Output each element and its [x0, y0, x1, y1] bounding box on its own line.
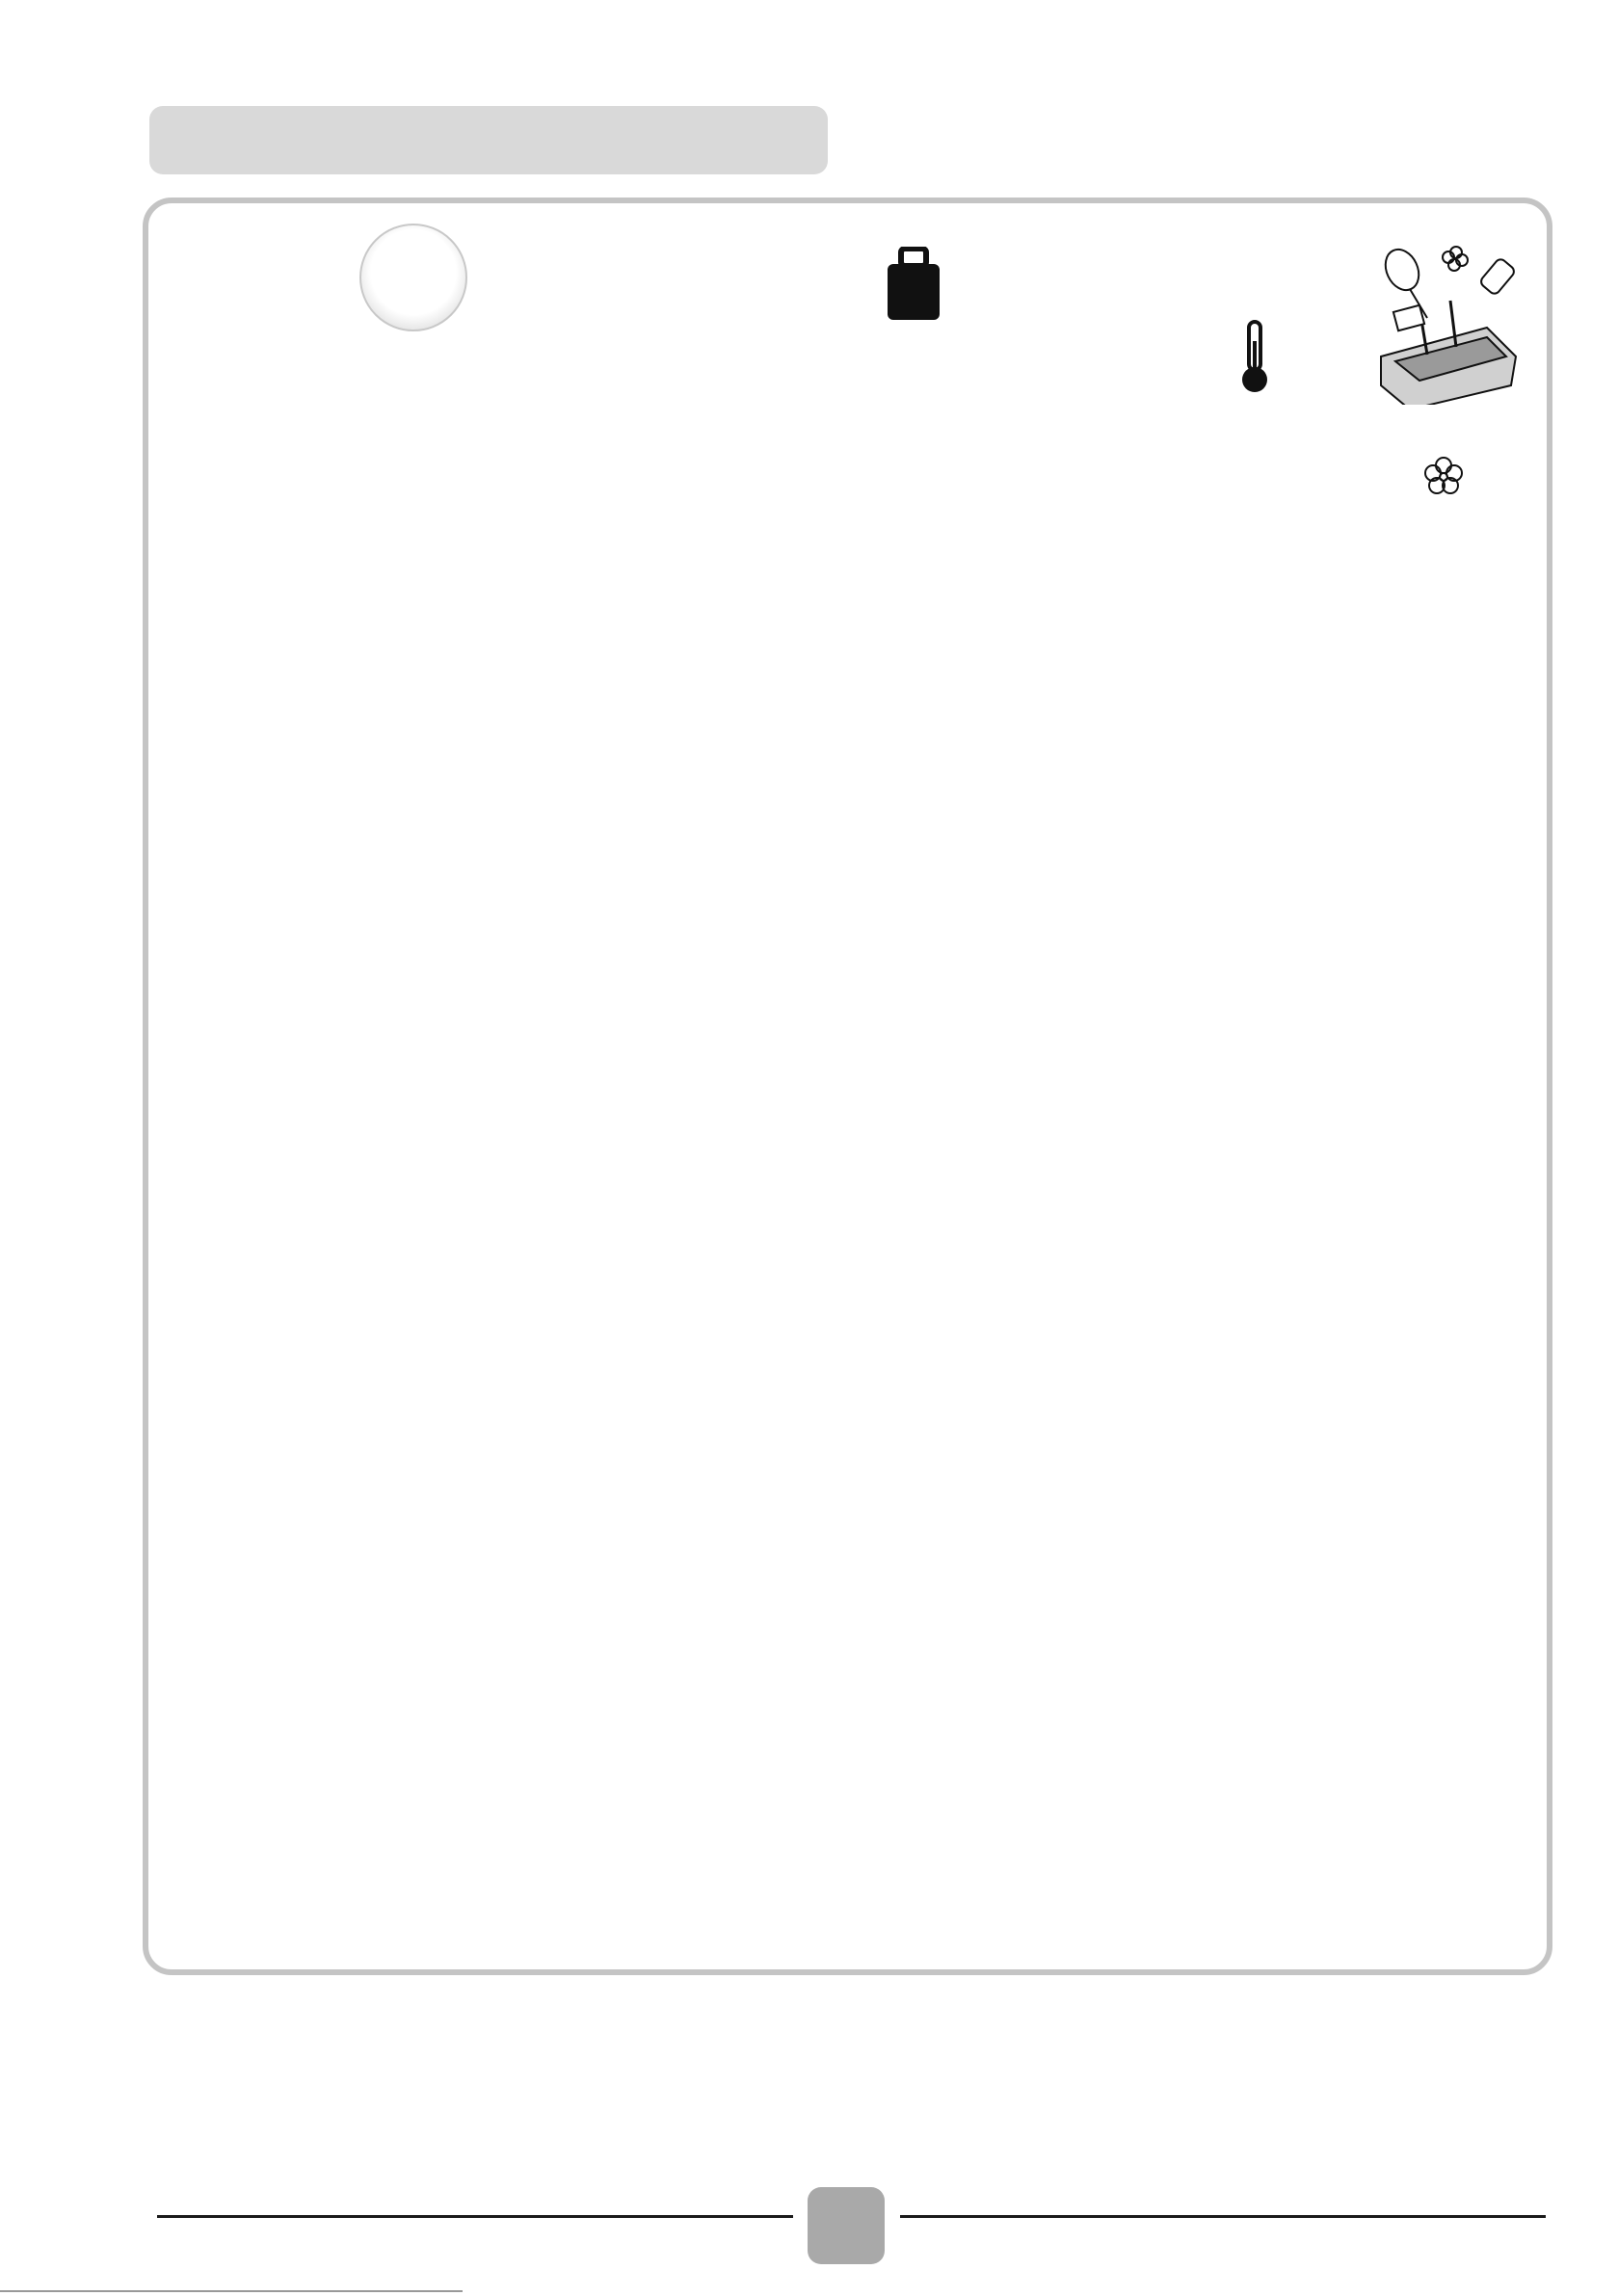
footer-rule-left — [157, 2215, 793, 2218]
kg-weight-icon — [886, 247, 942, 322]
page-number-badge — [808, 2187, 885, 2264]
program-selector-knob-icon — [359, 224, 467, 331]
footer-rule-right — [900, 2215, 1546, 2218]
bottom-edge-artifact — [0, 2290, 463, 2292]
thermometer-icon — [1239, 318, 1313, 395]
flower-icon — [1419, 453, 1468, 501]
detergent-dispenser-icon — [1342, 241, 1545, 405]
